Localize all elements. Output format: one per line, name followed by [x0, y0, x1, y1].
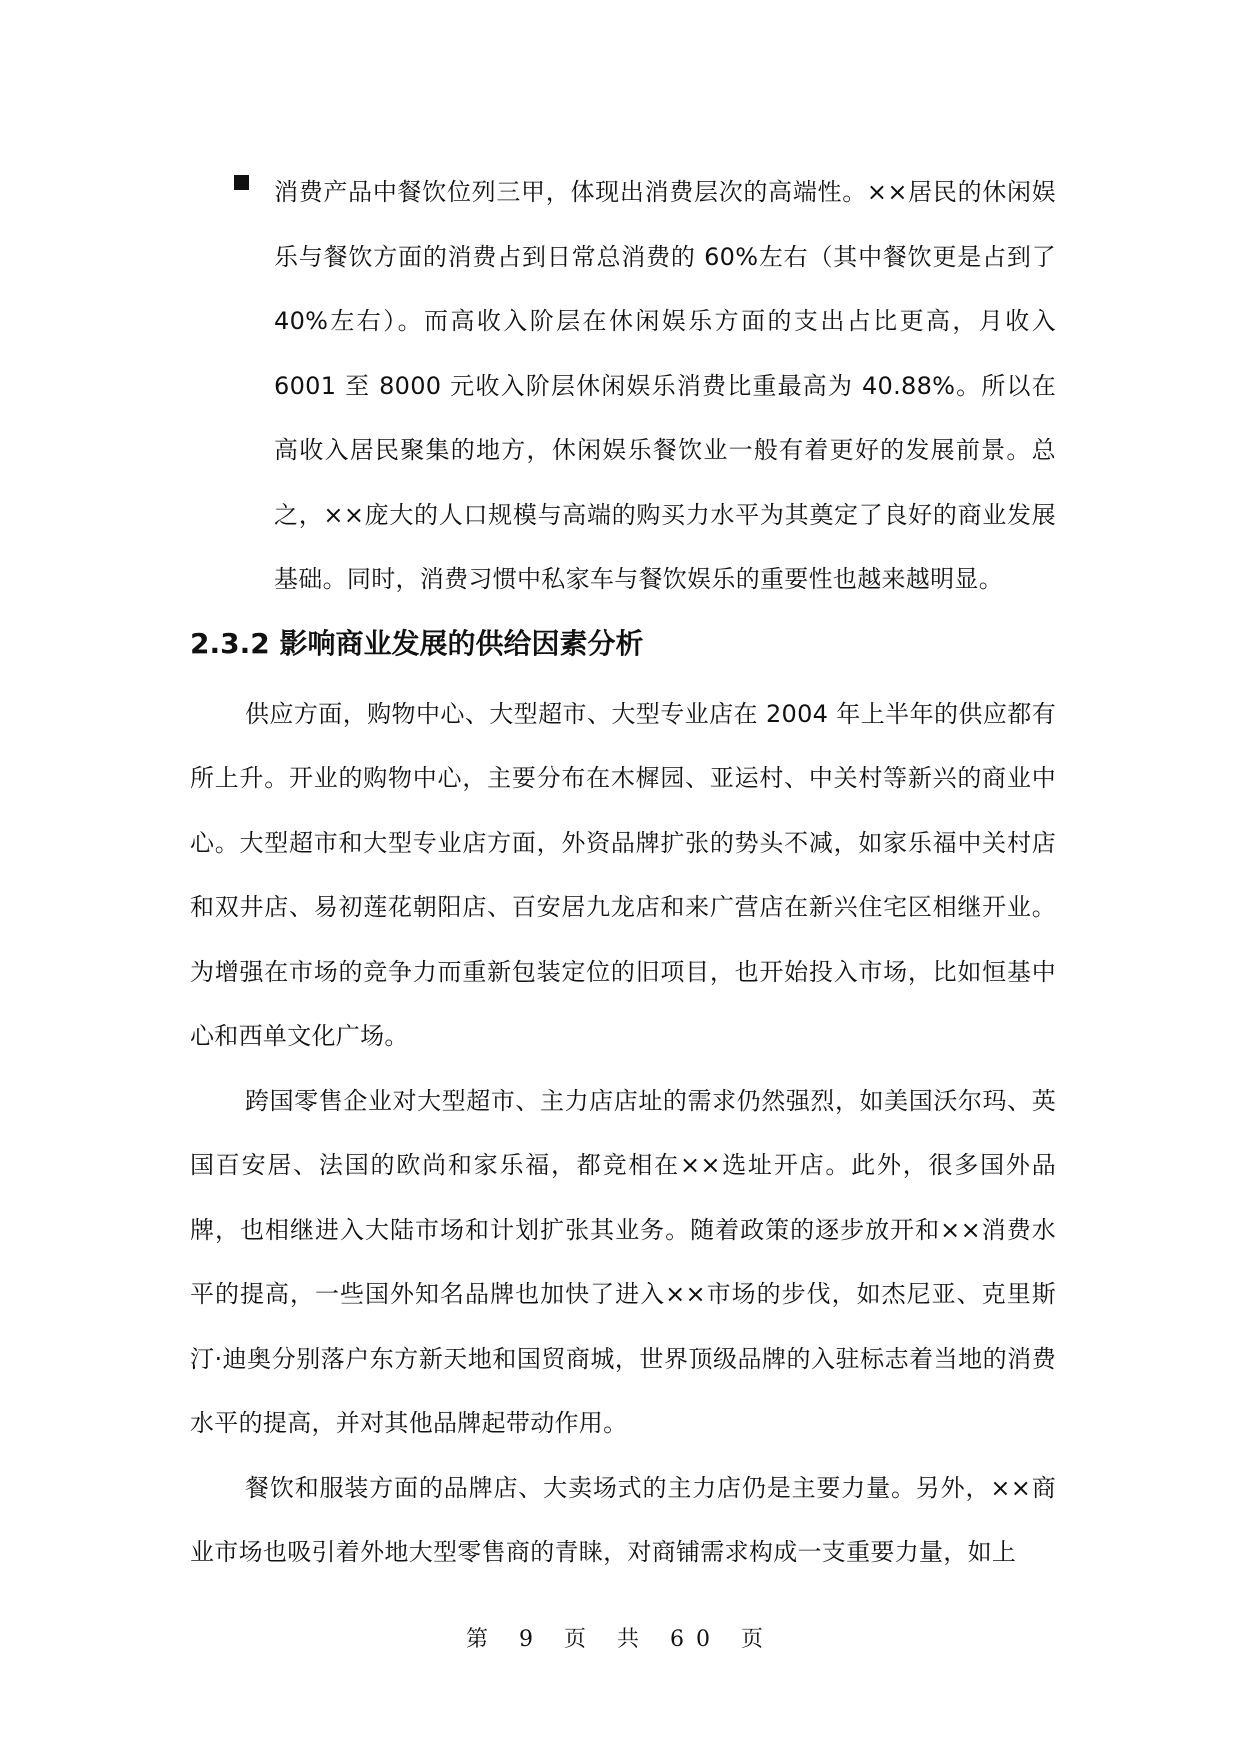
square-bullet-icon [234, 175, 249, 190]
paragraph-supply: 供应方面，购物中心、大型超市、大型专业店在 2004 年上半年的供应都有所上升。开业的购物中心，主要分布在木樨园、亚运村、中关村等新兴的商业中心。大型超市和大型专业店方面，外资品牌扩张的势头不减，如家乐福中关村店和双井店、易初莲花朝阳店、百安居九龙店和来广营店在新兴住宅区相继开业。为增强在市场的竞争力而重新包装定位的旧项目，也开始投入市场，比如恒基中心和西单文化广场。 [190, 699, 1056, 1050]
bullet-item [190, 160, 1056, 612]
paragraph-retailers: 跨国零售企业对大型超市、主力店店址的需求仍然强烈，如美国沃尔玛、英国百安居、法国的欧尚和家乐福，都竞相在××选址开店。此外，很多国外品牌，也相继进入大陆市场和计划扩张其业务。随着政策的逐步放开和××消费水平的提高，一些国外知名品牌也加快了进入××市场的步伐，如杰尼亚、克里斯汀·迪奥分别落户东方新天地和国贸商城，世界顶级品牌的入驻标志着当地的消费水平的提高，并对其他品牌起带动作用。 [190, 1086, 1056, 1437]
section-heading: 2.3.2 影响商业发展的供给因素分析 [190, 626, 644, 660]
page-footer: 第 9 页 共 60 页 [466, 1627, 775, 1652]
page-content [190, 160, 1056, 1585]
bullet-text: 消费产品中餐饮位列三甲，体现出消费层次的高端性。××居民的休闲娱乐与餐饮方面的消费占到日常总消费的 60%左右（其中餐饮更是占到了 40%左右）。而高收入阶层在休闲娱乐方面的支出占比更高，月收入 6001 至 8000 元收入阶层休闲娱乐消费比重最高为 40.88%。所以在高收入居民聚集的地方，休闲娱乐餐饮业一般有着更好的发展前景。总之，××庞大的人口规模与高端的购买力水平为其奠定了良好的商业发展基础。同时，消费习惯中私家车与餐饮娱乐的重要性也越来越明显。 [274, 178, 1056, 593]
paragraph-brands: 餐饮和服装方面的品牌店、大卖场式的主力店仍是主要力量。另外，××商业市场也吸引着外地大型零售商的青睐，对商铺需求构成一支重要力量，如上 [190, 1473, 1056, 1566]
